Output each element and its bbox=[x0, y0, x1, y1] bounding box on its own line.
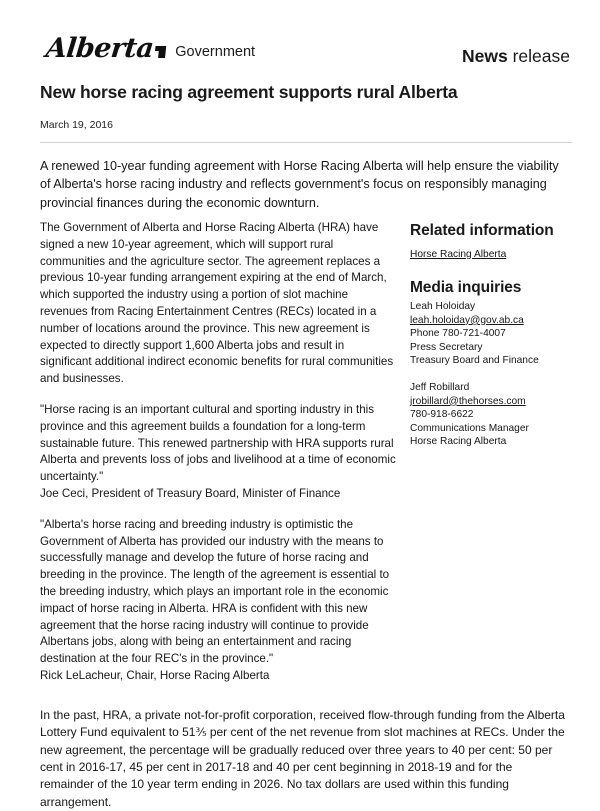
quote-block-2 bbox=[40, 517, 398, 685]
quote-attribution-1: Joe Ceci, President of Treasury Board, Minister of Finance bbox=[40, 486, 341, 500]
contact-email-2[interactable]: jrobillard@thehorses.com bbox=[410, 395, 526, 407]
publish-date: March 19, 2016 bbox=[40, 119, 113, 131]
content-columns bbox=[38, 220, 572, 699]
page-title: New horse racing agreement supports rural Alberta bbox=[40, 82, 458, 102]
body-paragraph-1: The Government of Alberta and Horse Racing Alberta (HRA) have signed a new 10-year agreement, which will support rural communities and the agriculture sector. The agreement replaces a previous 10-year funding arrangement expiring at the end of March, which supported the industry using a portion of slot machine revenues from Racing Entertainment Centres (RECs) located in a number of locations around the province. This new agreement is expected to directly support 1,600 Alberta jobs and result in significant additional indirect economic benefits for rural communities and businesses. bbox=[40, 221, 394, 386]
news-release-bold-text: News bbox=[462, 46, 508, 66]
main-column bbox=[38, 220, 398, 699]
alberta-wordmark-text: Alberta bbox=[44, 33, 155, 64]
media-inquiries-heading: Media inquiries bbox=[410, 278, 522, 296]
sidebar bbox=[410, 220, 586, 462]
contact-role-2: Communications Manager bbox=[410, 422, 529, 434]
quote-text-2: "Alberta's horse racing and breeding industry is optimistic the Government of Alberta has provided our industry with the means to successfully manage and develop the future of horse racing and breeding in the province. The length of the agreement is essential to the breeding industry, which plays an important role in the economic impact of horse racing in Alberta. HRA is confident with this new agreement that the horse racing industry will continue to provide Albertans jobs, along with being an entertainment and racing destination at the four REC's in the province." bbox=[40, 517, 390, 666]
related-link-horse-racing-alberta[interactable]: Horse Racing Alberta bbox=[410, 248, 507, 260]
masthead bbox=[38, 0, 572, 82]
closing-paragraph bbox=[40, 707, 565, 811]
header-divider bbox=[40, 142, 572, 143]
contact-name-1: Leah Holoiday bbox=[410, 301, 476, 313]
lead-paragraph: A renewed 10-year funding agreement with Horse Racing Alberta will help ensure the viability of Alberta's horse racing industry and reflects government's focus on responsibly managing provincial finances during the economic downturn. bbox=[40, 158, 559, 210]
news-release-light-text: release bbox=[507, 46, 570, 66]
contact-email-1[interactable]: leah.holoiday@gov.ab.ca bbox=[410, 314, 524, 326]
contact-phone-2: 780-918-6622 bbox=[410, 409, 474, 421]
contact-name-2: Jeff Robillard bbox=[410, 382, 470, 393]
closing-text-part-2: per cent of the net revenue from slot machines at RECs. Under the new agreement, the percentage will be gradually reduced over three years to 40 per cent: 50 per cent in 2016-17, 45 per cent in 2017-18 and 40 per cent beginning in 2018-19 and for the remainder of the 10 year term ending in 2026. No tax dollars are used within this funding arrangement. bbox=[40, 725, 565, 809]
contact-role-1: Press Secretary bbox=[410, 341, 483, 353]
closing-fraction: ⅗ bbox=[195, 727, 207, 740]
contact-phone-1: Phone 780-721-4007 bbox=[410, 328, 506, 340]
media-contact-1 bbox=[410, 300, 586, 368]
media-contact-2 bbox=[410, 381, 586, 449]
contact-org-1: Treasury Board and Finance bbox=[410, 355, 539, 367]
news-release-label bbox=[462, 48, 570, 66]
government-label: Government bbox=[175, 43, 256, 60]
quote-text-1: "Horse racing is an important cultural and sporting industry in this province and this agreement builds a foundation for a long-term sustainable future. This renewed partnership with HRA supports rural Alberta and prevents loss of jobs and livelihood at a time of economic uncertainty." bbox=[40, 402, 396, 484]
quote-block-1 bbox=[40, 402, 398, 503]
related-information-heading: Related information bbox=[410, 222, 554, 239]
closing-text-part-1: In the past, HRA, a private not-for-profit corporation, received flow-through funding from the Alberta Lottery Fund equivalent to 51 bbox=[40, 707, 565, 740]
quote-attribution-2: Rick LeLacheur, Chair, Horse Racing Alberta bbox=[40, 668, 270, 682]
alberta-flag-glyph-icon bbox=[154, 46, 166, 58]
alberta-wordmark bbox=[45, 35, 168, 62]
alberta-government-logo bbox=[44, 33, 256, 64]
contact-org-2: Horse Racing Alberta bbox=[410, 436, 507, 448]
